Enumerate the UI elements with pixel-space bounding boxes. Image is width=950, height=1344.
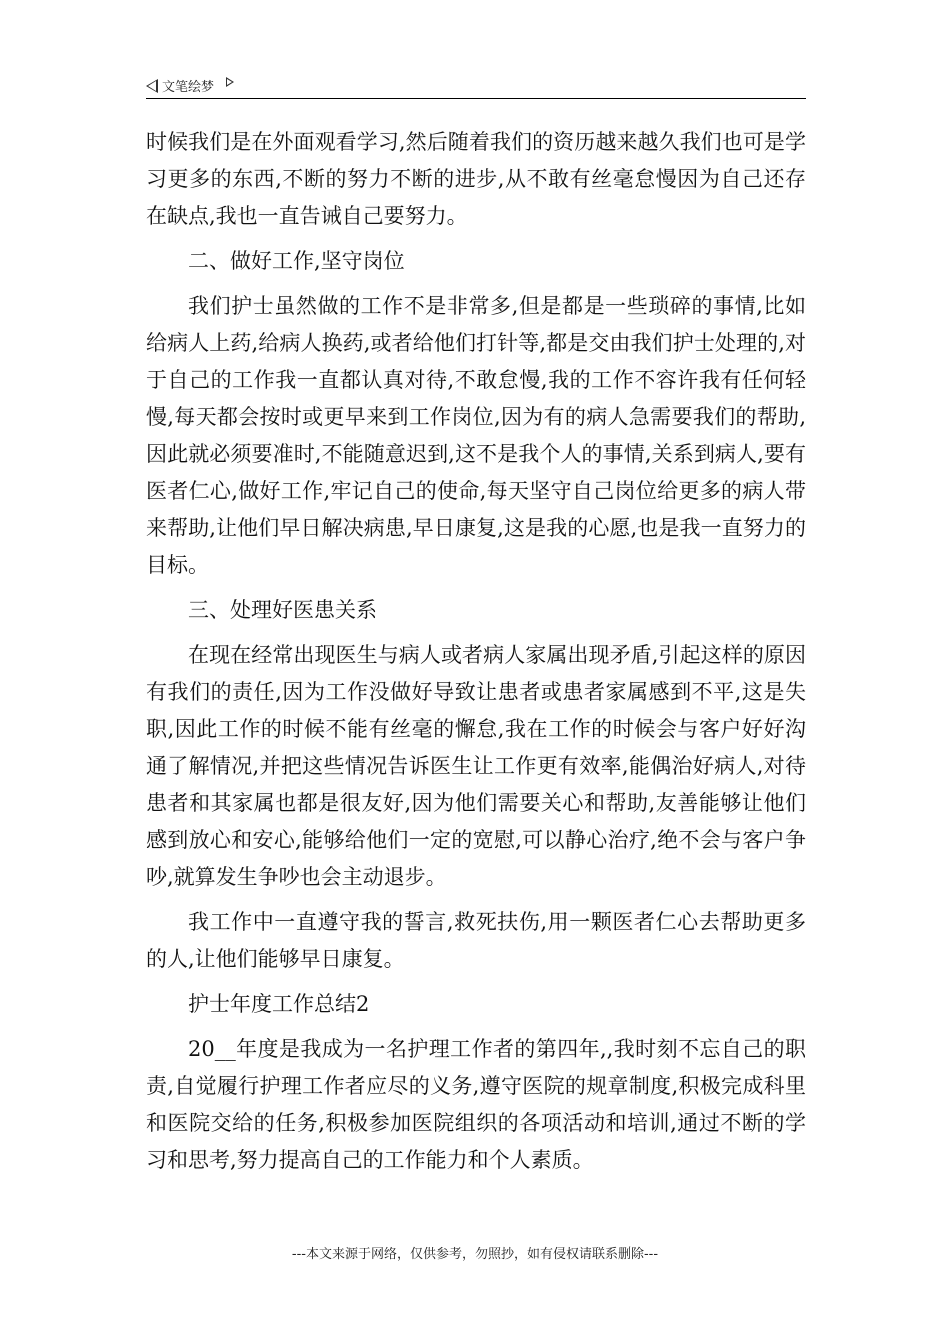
- brand-label: 文笔绘梦: [162, 80, 215, 95]
- paragraph: 在现在经常出现医生与病人或者病人家属出现矛盾,引起这样的原因有我们的责任,因为工作没做好导致让患者或患者家属感到不平,这是失职,因此工作的时候不能有丝毫的懈怠,我在工作的时候会与客户好好沟通了解情况,并把这些情况告诉医生让工作更有效率,能偶治好病人,对待患者和其家属也都是很友好,因为他们需要关心和帮助,友善能够让他们感到放心和安心,能够给他们一定的宽慰,可以静心治疗,绝不会与客户争吵,就算发生争吵也会主动退步。: [146, 643, 806, 889]
- document-body: [146, 124, 806, 1187]
- document-subtitle: 护士年度工作总结2: [188, 992, 370, 1016]
- page-footer: ---本文来源于网络，仅供参考，勿照抄，如有侵权请联系删除---: [291, 1247, 659, 1262]
- paragraph: 我们护士虽然做的工作不是非常多,但是都是一些琐碎的事情,比如给病人上药,给病人换药,或者给他们打针等,都是交由我们护士处理的,对于自己的工作我一直都认真对待,不敢怠慢,我的工作不容许我有任何轻慢,每天都会按时或更早来到工作岗位,因为有的病人急需要我们的帮助,因此就必须要准时,不能随意迟到,这不是我个人的事情,关系到病人,要有医者仁心,做好工作,牢记自己的使命,每天坚守自己岗位给更多的病人带来帮助,让他们早日解决病患,早日康复,这是我的心愿,也是我一直努力的目标。: [146, 294, 806, 577]
- paragraph: 我工作中一直遵守我的誓言,救死扶伤,用一颗医者仁心去帮助更多的人,让他们能够早日康复。: [146, 910, 806, 971]
- left-triangle-icon: [146, 79, 158, 93]
- paragraph: 20__年度是我成为一名护理工作者的第四年,,我时刻不忘自己的职责,自觉履行护理工作者应尽的义务,遵守医院的规章制度,积极完成科里和医院交给的任务,积极参加医院组织的各项活动和培训,通过不断的学习和思考,努力提高自己的工作能力和个人素质。: [146, 1037, 806, 1172]
- page-header: [146, 72, 806, 99]
- right-triangle-icon: [226, 77, 234, 87]
- paragraph: 时候我们是在外面观看学习,然后随着我们的资历越来越久我们也可是学习更多的东西,不断的努力不断的进步,从不敢有丝毫怠慢因为自己还存在缺点,我也一直告诫自己要努力。: [146, 130, 806, 228]
- header-brand: [146, 76, 234, 95]
- section-heading: 二、做好工作,坚守岗位: [188, 249, 405, 273]
- section-heading: 三、处理好医患关系: [188, 598, 377, 622]
